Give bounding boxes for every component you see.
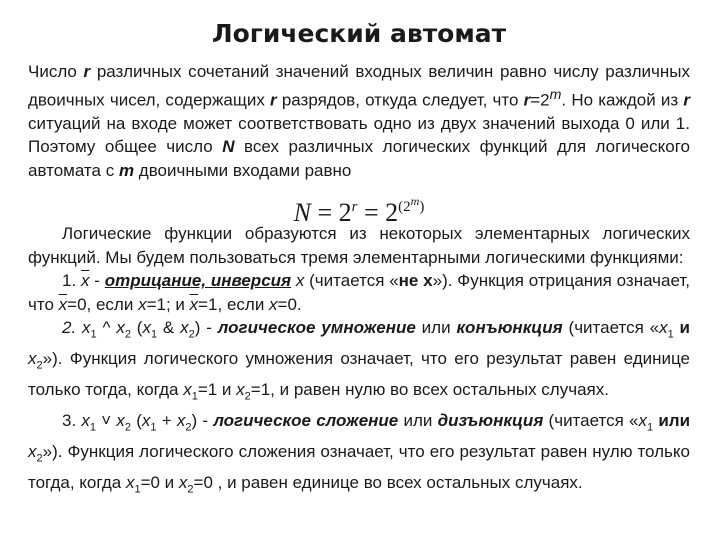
subscript: 1	[150, 421, 157, 434]
var-m: m	[549, 86, 562, 103]
text: (	[131, 410, 142, 430]
var-m: m	[118, 160, 135, 180]
text: =1; и	[146, 294, 190, 314]
text: =0 и	[140, 472, 179, 492]
text: »). Функция логического сложения означает, что его результат равен нулю только тогда, когда	[28, 441, 690, 492]
subscript: 2	[244, 390, 251, 403]
text: . Но каждой из	[561, 90, 684, 110]
var-x: x	[178, 472, 188, 492]
var-x-bar: $\overline{x}$	[189, 294, 199, 314]
text: (читается «	[304, 271, 399, 291]
text: =2	[530, 90, 550, 110]
text: (читается «	[562, 318, 660, 338]
functions-paragraph: Логические функции образуются из некоторых элементарных логических функций. Мы будем пользоваться тремя элементарными логическими функциями:	[28, 224, 690, 267]
text: &	[157, 318, 181, 338]
var-n: N	[222, 137, 235, 157]
var-r: r	[83, 62, 91, 81]
text: ) -	[194, 318, 218, 338]
var-x: x	[142, 318, 151, 338]
item-number: 1.	[62, 271, 81, 291]
text: =1, если	[198, 294, 270, 314]
var-x: x	[176, 410, 186, 430]
item-negation	[28, 269, 690, 316]
var-r: r	[683, 90, 691, 110]
formula-part: = 2	[310, 198, 352, 228]
var-r: r	[270, 90, 277, 110]
subscript: 2	[124, 421, 132, 434]
text: =0.	[277, 294, 302, 314]
text: ^	[96, 318, 117, 338]
text: ) -	[191, 410, 214, 430]
text: =0 , и равен единице во всех остальных случаях.	[193, 472, 583, 492]
formula-exp-r: r	[351, 199, 358, 216]
item-number: 3.	[62, 410, 82, 430]
subscript: 2	[124, 328, 131, 341]
term-negation: отрицание, инверсия	[104, 271, 292, 291]
text: =1, и равен нулю во всех остальных случаях.	[250, 379, 609, 399]
subscript: 1	[191, 390, 198, 403]
subscript: 2	[36, 359, 43, 372]
text: ситуаций на входе может соответствовать одно из двух значений выхода 0 или 1. Поэтому общее число	[28, 113, 690, 157]
term-disjunction: дизъюнкция	[437, 410, 544, 430]
subscript: 1	[667, 328, 674, 341]
text: =1 и	[197, 379, 237, 399]
text: -	[89, 271, 105, 291]
term-or: логическое сложение	[213, 410, 399, 430]
text: »). Функция отрицания означает, что	[28, 271, 691, 314]
var-x-bar: $\overline{x}$	[58, 294, 68, 314]
formula-exp: )	[419, 199, 425, 216]
var-x: x	[81, 410, 90, 430]
text: =0, если	[67, 294, 139, 314]
term-and: логическое умножение	[217, 318, 416, 338]
formula-exp-m: m	[410, 194, 420, 209]
subscript: 2	[188, 328, 195, 341]
text: +	[156, 410, 177, 430]
page-title: Логический автомат	[211, 19, 507, 48]
text: »). Функция логического умножения означает, что его результат равен единице только тогда, когда	[28, 349, 690, 399]
subscript: 1	[646, 421, 654, 434]
formula-exp: (2	[398, 199, 411, 216]
read-as: не x	[398, 271, 433, 291]
subscript: 2	[187, 483, 194, 495]
var-x-bar: $\overline{x}$	[80, 271, 90, 291]
var-x: x	[180, 318, 189, 338]
subscript: 1	[89, 421, 97, 434]
var-x: x	[116, 410, 125, 430]
item-number: 2.	[62, 318, 83, 338]
subscript: 2	[185, 421, 192, 434]
var-x: x	[28, 349, 37, 369]
text: или	[415, 318, 457, 338]
text: Число	[28, 62, 84, 81]
subscript: 1	[90, 328, 97, 341]
formula	[28, 184, 690, 228]
text: разрядов, откуда следует, что	[276, 90, 524, 110]
text: или	[398, 410, 438, 430]
text: различных сочетаний значений входных величин равно числу различных двоичных чисел, содержащих	[28, 62, 691, 110]
var-x: x	[82, 318, 91, 338]
text: всех различных логических функций для логического автомата с	[28, 137, 690, 180]
text: ˅	[96, 410, 117, 430]
text: (	[130, 318, 143, 338]
text: или	[653, 410, 691, 430]
subscript: 2	[36, 452, 43, 465]
formula-n: N	[293, 198, 311, 228]
var-r: r	[523, 90, 531, 110]
var-x: x	[291, 271, 305, 291]
item-conjunction	[28, 316, 690, 409]
formula-part: = 2	[357, 198, 399, 228]
var-x: x	[659, 318, 668, 338]
var-x: x	[138, 294, 147, 314]
var-x: x	[141, 410, 151, 430]
item-disjunction	[28, 409, 690, 502]
var-x: x	[125, 472, 135, 492]
term-conjunction: конъюнкция	[456, 318, 563, 338]
intro-paragraph	[28, 60, 690, 182]
var-x: x	[28, 441, 37, 461]
var-x: x	[269, 294, 278, 314]
var-x: x	[236, 379, 245, 399]
var-x: x	[183, 379, 192, 399]
text: и	[673, 318, 691, 338]
var-x: x	[116, 318, 125, 338]
var-x: x	[638, 410, 647, 430]
subscript: 1	[150, 328, 158, 341]
text: двоичными входами равно	[134, 160, 352, 180]
text: (читается «	[543, 410, 639, 430]
subscript: 1	[134, 483, 141, 495]
